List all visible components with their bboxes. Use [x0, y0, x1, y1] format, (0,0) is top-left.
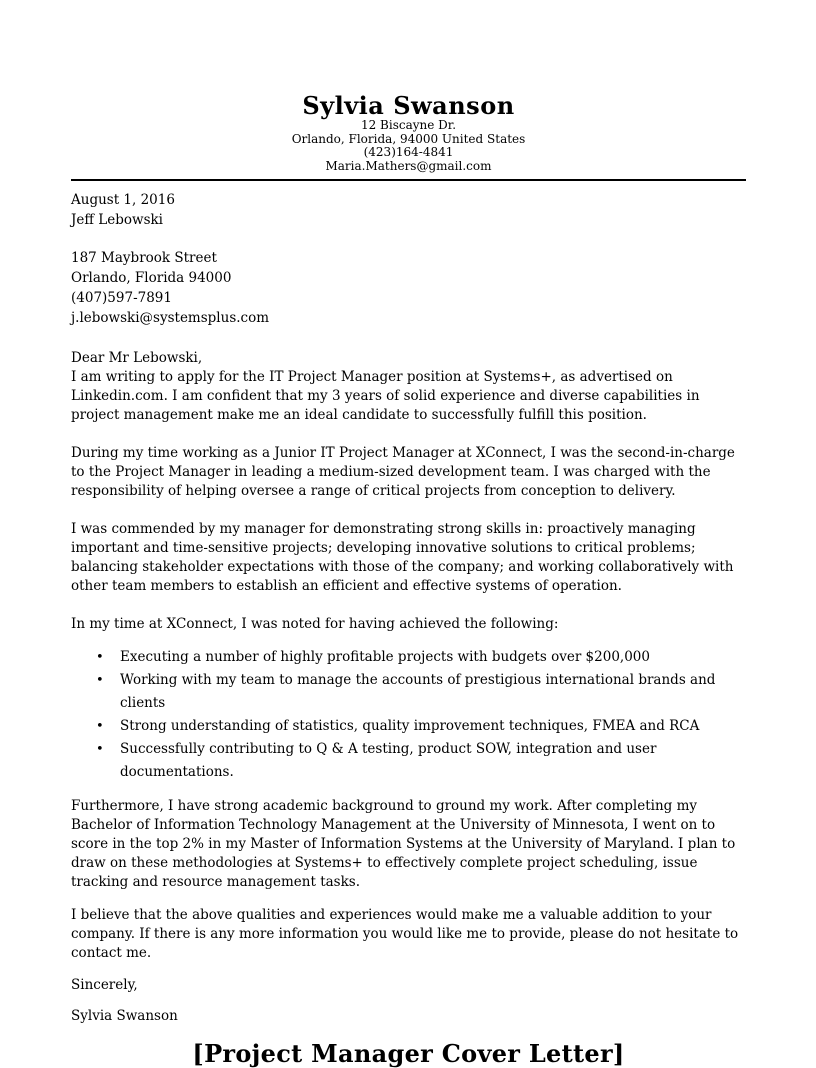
paragraph-intro: I am writing to apply for the IT Project Manager position at Systems+, as advertised on Linkedin.com. I am confident that my 3 years of solid experience and diverse capabilities in project management make me an ideal candidate to successfully fulfill this position.	[71, 369, 700, 423]
bullet-icon: •	[96, 719, 104, 734]
sender-email: Maria.Mathers@gmail.com	[325, 158, 492, 173]
sender-name: Sylvia Swanson	[302, 91, 515, 120]
paragraph-experience: During my time working as a Junior IT Project Manager at XConnect, I was the second-in-charge to the Project Manager in leading a medium-sized development team. I was charged with the responsibility of helping oversee a range of critical projects from conception to delivery.	[71, 445, 735, 499]
recipient-city: Orlando, Florida 94000	[71, 270, 232, 286]
bullet-icon: •	[96, 742, 104, 757]
list-item-text: Strong understanding of statistics, quality improvement techniques, FMEA and RCA	[120, 718, 700, 734]
list-item-text: Working with my team to manage the accounts of prestigious international brands and clients	[120, 672, 716, 711]
paragraph-achievements-lead: In my time at XConnect, I was noted for having achieved the following:	[71, 616, 559, 632]
letterhead-divider	[71, 179, 746, 181]
sender-address-line2: Orlando, Florida, 94000 United States	[291, 131, 526, 146]
list-item-text: Successfully contributing to Q & A testing, product SOW, integration and user documentations.	[120, 741, 657, 780]
bullet-icon: •	[96, 673, 104, 688]
sender-phone: (423)164-4841	[363, 145, 454, 159]
spacer	[71, 230, 746, 248]
letterhead	[71, 92, 746, 173]
salutation: Dear Mr Lebowski,	[71, 350, 203, 366]
recipient-phone: (407)597-7891	[71, 290, 172, 306]
list-item-text: Executing a number of highly profitable projects with budgets over $200,000	[120, 649, 650, 665]
letter-date: August 1, 2016	[71, 192, 175, 208]
list-item	[71, 715, 746, 738]
list-item	[71, 738, 746, 784]
signoff: Sincerely,	[71, 977, 138, 993]
list-item	[71, 669, 746, 715]
signature-name: Sylvia Swanson	[71, 1008, 178, 1024]
document-title: [Project Manager Cover Letter]	[192, 1039, 625, 1068]
recipient-name: Jeff Lebowski	[71, 212, 163, 228]
paragraph-education: Furthermore, I have strong academic background to ground my work. After completing my Bachelor of Information Technology Management at the University of Minnesota, I went on to score in the top 2% in my Master of Information Systems at the University of Maryland. I plan to draw on these methodologies at Systems+ to effectively complete project scheduling, issue tracking and resource management tasks.	[71, 798, 736, 890]
list-item	[71, 646, 746, 669]
sender-address-line1: 12 Biscayne Dr.	[360, 118, 457, 132]
bullet-icon: •	[96, 650, 104, 665]
letter-body	[71, 349, 746, 1026]
paragraph-skills: I was commended by my manager for demonstrating strong skills in: proactively managing important and time-sensitive projects; developing innovative solutions to critical problems; balancing stakeholder expectations with those of the company; and working collaboratively with other team members to establish an efficient and effective systems of operation.	[71, 521, 734, 594]
achievements-list	[71, 646, 746, 784]
recipient-street: 187 Maybrook Street	[71, 250, 217, 266]
date-recipient-block	[71, 190, 746, 328]
recipient-email: j.lebowski@systemsplus.com	[71, 310, 270, 326]
paragraph-closing: I believe that the above qualities and experiences would make me a valuable addition to your company. If there is any more information you would like me to provide, please do not hesitate to contact me.	[71, 906, 739, 961]
